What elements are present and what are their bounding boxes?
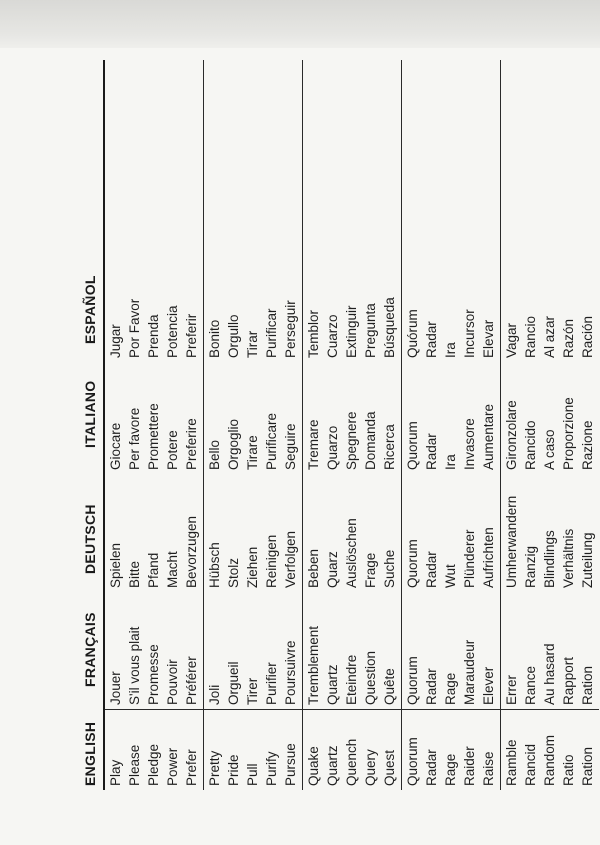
cell-english: Pretty: [207, 750, 222, 786]
cell-spanish: Temblor: [306, 309, 321, 358]
cell-french: Question: [363, 650, 378, 705]
cell-spanish: Pregunta: [363, 303, 378, 358]
table-row: [205, 60, 224, 790]
cell-italian: Promettere: [146, 403, 161, 470]
table-row: [182, 60, 201, 790]
cell-spanish: Potencia: [165, 305, 180, 358]
cell-english: Random: [542, 734, 557, 786]
cell-french: Tremblement: [306, 625, 321, 705]
cell-italian: Potere: [165, 430, 180, 470]
cell-spanish: Tirar: [245, 330, 260, 358]
cell-french: Promesse: [146, 644, 161, 705]
cell-spanish: Quórum: [405, 309, 420, 358]
cell-english: Quench: [344, 738, 359, 786]
cell-english: Quorum: [405, 737, 420, 786]
cell-german: Suche: [382, 549, 397, 588]
table-row: [125, 60, 144, 790]
cell-english: Ramble: [504, 739, 519, 786]
cell-spanish: Al azar: [542, 315, 557, 358]
cell-spanish: Incursor: [462, 309, 477, 358]
cell-italian: Gironzolare: [504, 400, 519, 470]
cell-italian: Ira: [443, 454, 458, 470]
table-row: [559, 60, 578, 790]
cell-spanish: Jugar: [108, 324, 123, 358]
cell-english: Prefer: [184, 749, 199, 786]
cell-french: Radar: [424, 668, 439, 705]
cell-english: Pledge: [146, 743, 161, 786]
cell-german: Umherwandern: [504, 495, 519, 588]
cell-french: Purifier: [264, 662, 279, 705]
cell-german: Beben: [306, 548, 321, 588]
cell-french: Rage: [443, 672, 458, 705]
table-row: [342, 60, 361, 790]
table-row: [578, 60, 597, 790]
cell-german: Quorum: [405, 539, 420, 588]
cell-german: Verhältnis: [561, 528, 576, 588]
cell-french: Préférer: [184, 656, 199, 705]
cell-spanish: Búsqueda: [382, 297, 397, 358]
cell-spanish: Extinguir: [344, 305, 359, 358]
cell-italian: Preferire: [184, 418, 199, 470]
table-row: [163, 60, 182, 790]
cell-italian: Domanda: [363, 411, 378, 470]
cell-italian: Orgoglio: [226, 418, 241, 470]
cell-italian: Giocare: [108, 422, 123, 470]
word-group: [501, 60, 599, 790]
cell-spanish: Ira: [443, 342, 458, 358]
cell-french: Rapport: [561, 656, 576, 705]
cell-spanish: Cuarzo: [325, 314, 340, 358]
cell-german: Verfolgen: [283, 530, 298, 588]
cell-spanish: Elevar: [481, 319, 496, 358]
cell-spanish: Rancio: [523, 315, 538, 358]
cell-german: Wut: [443, 564, 458, 588]
cell-english: Play: [108, 759, 123, 786]
table-row: [441, 60, 460, 790]
cell-italian: Tirare: [245, 435, 260, 470]
cell-german: Zuteilung: [580, 532, 595, 588]
cell-french: Tirer: [245, 677, 260, 705]
cell-german: Bitte: [127, 560, 142, 588]
cell-german: Reinigen: [264, 534, 279, 588]
cell-french: Ration: [580, 665, 595, 705]
vocabulary-table: [63, 60, 595, 790]
cell-french: Poursuivre: [283, 640, 298, 705]
table-body: [105, 60, 599, 790]
cell-german: Blindlings: [542, 530, 557, 588]
cell-english: Quake: [306, 746, 321, 786]
cell-french: Eteindre: [344, 654, 359, 705]
word-group: [204, 60, 303, 790]
table-row: [304, 60, 323, 790]
cell-french: Jouer: [108, 671, 123, 705]
cell-english: Purify: [264, 751, 279, 786]
word-group: [105, 60, 204, 790]
cell-english: Quest: [382, 749, 397, 786]
cell-french: Au hasard: [542, 643, 557, 705]
table-row: [281, 60, 300, 790]
cell-italian: Bello: [207, 439, 222, 470]
scan-border: [0, 0, 600, 48]
cell-german: Quarz: [325, 551, 340, 588]
table-row: [106, 60, 125, 790]
cell-spanish: Bonito: [207, 319, 222, 358]
cell-italian: Quarzo: [325, 425, 340, 470]
cell-spanish: Vagar: [504, 322, 519, 358]
cell-italian: Razione: [580, 420, 595, 470]
cell-german: Frage: [363, 552, 378, 588]
word-group: [303, 60, 402, 790]
cell-english: Ration: [580, 746, 595, 786]
cell-english: Ratio: [561, 754, 576, 786]
cell-english: Pursue: [283, 743, 298, 786]
cell-english: Pull: [245, 763, 260, 786]
cell-english: Quartz: [325, 745, 340, 786]
header-italiano: ITALIANO: [82, 380, 98, 448]
cell-german: Ziehen: [245, 546, 260, 588]
cell-english: Rancid: [523, 743, 538, 786]
cell-french: Quartz: [325, 664, 340, 705]
cell-italian: Per favore: [127, 407, 142, 470]
cell-french: Pouvoir: [165, 659, 180, 705]
cell-german: Plünderer: [462, 529, 477, 588]
table-row: [243, 60, 262, 790]
cell-spanish: Preferir: [184, 313, 199, 358]
cell-french: Orgueil: [226, 661, 241, 705]
cell-italian: Invasore: [462, 418, 477, 470]
cell-spanish: Purificar: [264, 308, 279, 358]
table-header: [63, 60, 105, 790]
cell-german: Aufrichten: [481, 527, 496, 588]
cell-english: Rage: [443, 753, 458, 786]
cell-italian: Radar: [424, 433, 439, 470]
cell-italian: A caso: [542, 429, 557, 470]
cell-italian: Tremare: [306, 419, 321, 470]
table-row: [224, 60, 243, 790]
table-row: [262, 60, 281, 790]
cell-italian: Proporzione: [561, 397, 576, 470]
table-row: [380, 60, 399, 790]
cell-german: Bevorzugen: [184, 515, 199, 588]
cell-french: Joli: [207, 684, 222, 705]
table-row: [361, 60, 380, 790]
cell-italian: Purificare: [264, 412, 279, 470]
table-row: [479, 60, 498, 790]
cell-german: Stolz: [226, 557, 241, 588]
cell-german: Pfand: [146, 552, 161, 588]
cell-french: Errer: [504, 675, 519, 705]
table-row: [323, 60, 342, 790]
cell-spanish: Ración: [580, 315, 595, 358]
table-row: [144, 60, 163, 790]
table-row: [403, 60, 422, 790]
cell-spanish: Prenda: [146, 314, 161, 358]
cell-french: Quête: [382, 668, 397, 705]
header-deutsch: DEUTSCH: [82, 504, 98, 574]
cell-english: Please: [127, 744, 142, 786]
cell-italian: Aumentare: [481, 403, 496, 470]
cell-english: Raise: [481, 751, 496, 786]
cell-english: Query: [363, 749, 378, 786]
cell-italian: Quorum: [405, 421, 420, 470]
cell-french: Elever: [481, 666, 496, 705]
cell-german: Macht: [165, 551, 180, 588]
cell-italian: Ricerca: [382, 424, 397, 470]
cell-german: Ranzig: [523, 545, 538, 588]
cell-spanish: Por Favor: [127, 298, 142, 358]
header-english: ENGLISH: [82, 721, 98, 786]
header-francais: FRANÇAIS: [82, 612, 98, 687]
cell-french: S'il vous plait: [127, 626, 142, 705]
cell-spanish: Orgullo: [226, 314, 241, 358]
cell-english: Radar: [424, 749, 439, 786]
table-row: [422, 60, 441, 790]
cell-english: Pride: [226, 754, 241, 786]
cell-italian: Seguire: [283, 423, 298, 470]
cell-french: Maraudeur: [462, 639, 477, 705]
cell-spanish: Perseguir: [283, 300, 298, 358]
word-group: [402, 60, 501, 790]
cell-italian: Rancido: [523, 420, 538, 470]
cell-italian: Spegnere: [344, 411, 359, 470]
cell-german: Radar: [424, 551, 439, 588]
table-row: [540, 60, 559, 790]
cell-french: Rance: [523, 665, 538, 705]
cell-english: Raider: [462, 746, 477, 786]
cell-english: Power: [165, 747, 180, 786]
cell-french: Quorum: [405, 656, 420, 705]
table-row: [460, 60, 479, 790]
cell-german: Hübsch: [207, 542, 222, 588]
table-row: [502, 60, 521, 790]
cell-spanish: Razón: [561, 318, 576, 358]
cell-german: Auslöschen: [344, 518, 359, 588]
cell-spanish: Radar: [424, 321, 439, 358]
cell-german: Spielen: [108, 542, 123, 588]
table-row: [521, 60, 540, 790]
header-espanol: ESPAÑOL: [82, 275, 98, 344]
